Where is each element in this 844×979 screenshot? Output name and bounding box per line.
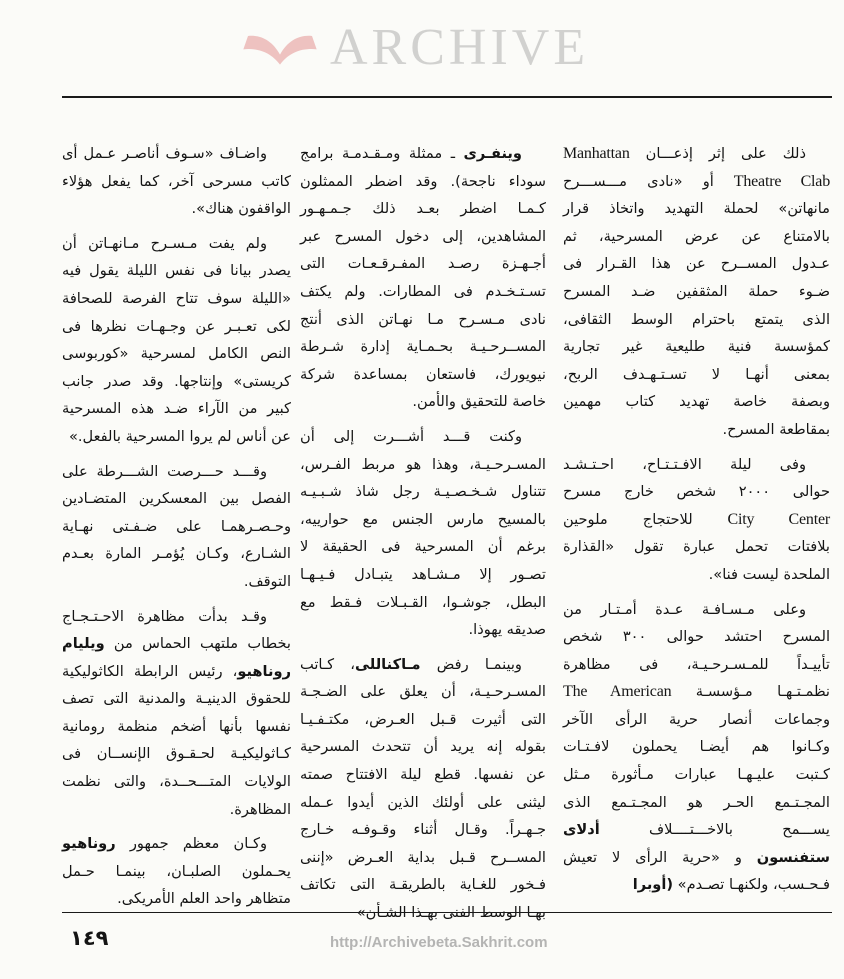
latin-term: The American: [563, 683, 672, 701]
text-line: الواقفون هناك».: [191, 200, 291, 218]
text-line: جـهـراً. وقـال أثناء وقـوفـه خـارج: [300, 821, 546, 839]
text-line: تتناول شـخـصـيـة رجل شاذ شـبـيـه: [300, 483, 546, 501]
text-segment: ، كـاتب: [300, 655, 355, 673]
text-line: [62, 658, 291, 686]
text-segment: ذلك على إثر إذعـــان: [629, 145, 806, 162]
text-line: كـاثوليكيـة لحـقـوق الإنســان فى: [62, 745, 291, 763]
text-line: وكنت قـــد أشـــرت إلى أن: [300, 427, 522, 445]
bold-name: روناهيو: [62, 835, 116, 853]
text-line: المشاهدين، إلى دخول المسرح عبر: [300, 227, 546, 245]
text-line: برغم أن المسرحية فى الحقيقة لا: [300, 538, 546, 556]
column-middle: [300, 140, 546, 934]
text-segment: وكـان معظم جمهور: [115, 835, 267, 853]
text-line: كـتبت عليـهـا عبارات مـأثورة مـثل: [563, 766, 830, 784]
page-number: ١٤٩: [70, 926, 109, 950]
text-line: سوداء ناجحة). وقد اضطر الممثلون: [300, 172, 546, 190]
text-line: الفصل بين المعسكرين المتضـادين: [62, 490, 291, 508]
text-line: للحقوق الدينيـة والمدنية التى تصف: [62, 690, 291, 708]
text-line: عن أناس لم يروا المسرحية بالفعل.»: [68, 427, 291, 445]
column-right: [563, 140, 830, 906]
bold-name: ويليام: [62, 635, 105, 653]
text-segment: للاحتجاج ملوحين: [563, 510, 728, 528]
text-line: نيويورك، فاستعان بمساعدة شركة: [300, 365, 546, 383]
text-line: [300, 140, 546, 168]
paragraph: [62, 603, 291, 824]
text-line: كمؤسسة فنية طليعية غير تجارية: [563, 338, 830, 356]
text-line: [563, 678, 830, 706]
text-line: تسـتـخـدم فى المطارات. ولم يكتف: [300, 282, 546, 300]
text-segment: و «حرية الرأى لا تعيش: [563, 848, 757, 866]
text-line: تصـور إلا مـشـاهد يتبـادل فـيـهـا: [300, 565, 546, 583]
text-line: وعلى مـسـافـة عـدة أمـتـار من: [563, 600, 806, 618]
watermark-book-icon: [240, 28, 320, 68]
text-line: المظاهرة.: [229, 800, 291, 818]
paragraph: [563, 140, 830, 444]
text-line: عن نفسها. قطع ليلة الافتتاح صمته: [300, 766, 546, 784]
text-line: المسـرحـيـة، أن يعلق على الضـجـة: [300, 683, 546, 701]
text-line: [563, 140, 830, 168]
text-line: لكى تعـبـر عن وجـهـات نظرها فى: [62, 317, 291, 335]
text-line: عـدول المســرح عن هذا القـرار فى: [563, 255, 830, 273]
text-line: نفسها بأنها أضخم منظمة رومانية: [62, 717, 291, 735]
text-line: وحـصـرهمـا على ضـفـتى نهـاية: [62, 517, 291, 535]
text-segment: يســـمح بالاخـــتــــلاف: [599, 821, 830, 839]
text-segment: فـحـسب، ولكنهـا تصـدم»: [673, 876, 830, 894]
text-line: المسرح احتشد حوالى ٣٠٠ شخص: [563, 628, 830, 646]
text-line: بالمسيح مارس الجنس مع حوارييه،: [300, 510, 546, 528]
text-line: كريستى» وإنتاجها. وقد صدر جانب: [62, 372, 291, 390]
text-segment: أو «نادى مـــســـرح: [563, 172, 734, 190]
text-line: بالامتناع عن عرض المسرحية، ثم: [563, 227, 830, 245]
text-line: المســرح قـبل بداية العـرض «إننى: [300, 848, 546, 866]
text-line: [563, 506, 830, 534]
text-line: [62, 630, 291, 658]
text-line: حوالى ٢٠٠٠ شخص خارج مسرح: [563, 483, 830, 501]
paragraph: [300, 423, 546, 644]
text-line: متظاهر واحد العلم الأمريكى.: [117, 890, 291, 908]
text-line: وجماعات أنصار حرية الرأى الآخر: [563, 710, 830, 728]
text-line: واضـاف «سـوف أناصـر عـمل أى: [62, 145, 267, 162]
text-line: بلافتات تحمل عبارة تقول «القذارة: [563, 538, 830, 556]
paragraph: [62, 140, 291, 223]
text-line: صديقه يهوذا.: [468, 621, 546, 639]
top-rule: [62, 96, 832, 98]
text-line: ليثنى على أولئك الذين أيدوا عـمله: [300, 793, 546, 811]
text-line: وقـد بدأت مظاهرة الاحـتـجـاج: [62, 607, 267, 625]
text-line: التى أثيرت قـبل العـرض، مكتـفـيـا: [300, 710, 546, 728]
text-line: خاصة للتحقيق والأمن.: [412, 393, 546, 411]
text-line: يصدر بيانا فى نفس الليلة يقول فيه: [62, 262, 291, 280]
column-left: [62, 140, 291, 920]
latin-term: Theatre Clab: [733, 172, 830, 190]
text-segment: بخطاب ملتهب الحماس من: [104, 635, 291, 653]
text-line: المسـرحـيـة، وهذا هو مربط الفـرس،: [300, 455, 546, 473]
text-line: كبير من الآراء ضـد هذه المسرحية: [62, 400, 291, 418]
text-segment: وبينمـا رفض: [420, 655, 522, 673]
text-line: [300, 651, 546, 679]
paragraph: [62, 458, 291, 596]
bold-name: وينفـرى: [463, 145, 522, 162]
text-line: [563, 168, 830, 196]
text-line: بمقاطعة المسرح.: [722, 420, 830, 438]
text-line: النص الكامل لمسرحية «كوربوسى: [62, 345, 291, 363]
latin-term: Manhattan: [563, 145, 630, 162]
paragraph: [62, 230, 291, 451]
text-line: فـخور للغـاية بالطريقـة التى تكاتف: [300, 876, 546, 894]
text-line: وبصفة خاصة تهديد كتاب مهمين: [563, 393, 830, 411]
text-line: كـمـا اضطر بعـد ذلك جـمـهـور: [300, 200, 546, 218]
text-line: التوقف.: [243, 572, 291, 590]
text-line: الشـارع، وكـان يُؤمـر المارة بعـدم: [62, 545, 291, 563]
paragraph: [563, 451, 830, 589]
text-line: بهـا الوسط الفنى بهـذا الشـأن»: [356, 904, 546, 922]
watermark-text: ARCHIVE: [330, 19, 590, 76]
text-line: [563, 816, 830, 844]
text-line: الملحدة ليست فنا».: [708, 565, 830, 583]
text-line: يحـملون الصلبـان، بينمـا حـمل: [62, 862, 291, 880]
text-segment: نظمـتـهـا مـؤسسـة: [671, 683, 830, 701]
text-line: [563, 844, 830, 872]
paragraph: [563, 596, 830, 900]
text-line: نادى مـسـرح مـا نهـاتن الذى أنتج: [300, 310, 546, 328]
bold-name: أدلاى: [563, 821, 600, 839]
text-line: كاتب مسرحى آخر، كما يفعل هؤلاء: [62, 172, 291, 190]
text-line: ولم يفت مـسـرح مـانهـاتن أن: [62, 234, 267, 252]
bold-name: ستفنسون: [756, 848, 830, 866]
text-line: الذى يتمتع باحترام الوسط الثقافى،: [563, 310, 830, 328]
paragraph: [300, 651, 546, 927]
bold-name: مـاكناللى: [354, 655, 421, 673]
text-line: وكـانوا هم أيضـا يحملون لافـتـات: [563, 738, 830, 756]
text-line: الولايات المتـــحــدة، والتى نظمت: [62, 773, 291, 791]
watermark-url: http://Archivebeta.Sakhrit.com: [330, 934, 548, 951]
text-line: المجـتـمع الحـر هو المجـتـمع الذى: [563, 793, 830, 811]
bold-name: (أوبرا: [632, 876, 674, 894]
text-line: بمعنى أنهـا لا تسـتـهـدف الربح،: [563, 365, 830, 383]
text-line: أجـهـزة رصـد المفـرقـعـات التى: [300, 255, 546, 273]
text-line: «الليلة سوف تتاح الفرصة للصحافة: [62, 289, 291, 307]
text-line: وقـــد حـــرصت الشـــرطة على: [62, 462, 267, 480]
text-segment: ، رئيس الرابطة الكاثوليكية: [62, 662, 238, 680]
text-line: [62, 830, 291, 858]
text-line: بقوله إنه يريد أن تتحدث المسرحية: [300, 738, 546, 756]
text-line: [563, 871, 830, 899]
latin-term: City Center: [727, 510, 830, 528]
text-line: تأييـداً للمـسـرحـيـة، فى مظاهرة: [563, 655, 830, 673]
paragraph: [62, 830, 291, 913]
text-line: مانهاتن» لحملة التهديد واتخاذ قرار: [563, 200, 830, 218]
bottom-rule: [62, 912, 832, 913]
text-line: البطل، جوشـوا، القـبـلات فـقط مع: [300, 593, 546, 611]
paragraph: [300, 140, 546, 416]
text-line: وفى ليلة الافـتـتـاح، احـتـشـد: [563, 455, 806, 473]
bold-name: روناهيو: [237, 662, 291, 680]
text-line: ضـوء حملة المثقفين ضـد المسرح: [563, 282, 830, 300]
text-segment: ـ ممثلة ومـقـدمـة برامج: [300, 145, 464, 162]
text-line: المســرحـيـة بحـمـاية إدارة شـرطة: [300, 338, 546, 356]
